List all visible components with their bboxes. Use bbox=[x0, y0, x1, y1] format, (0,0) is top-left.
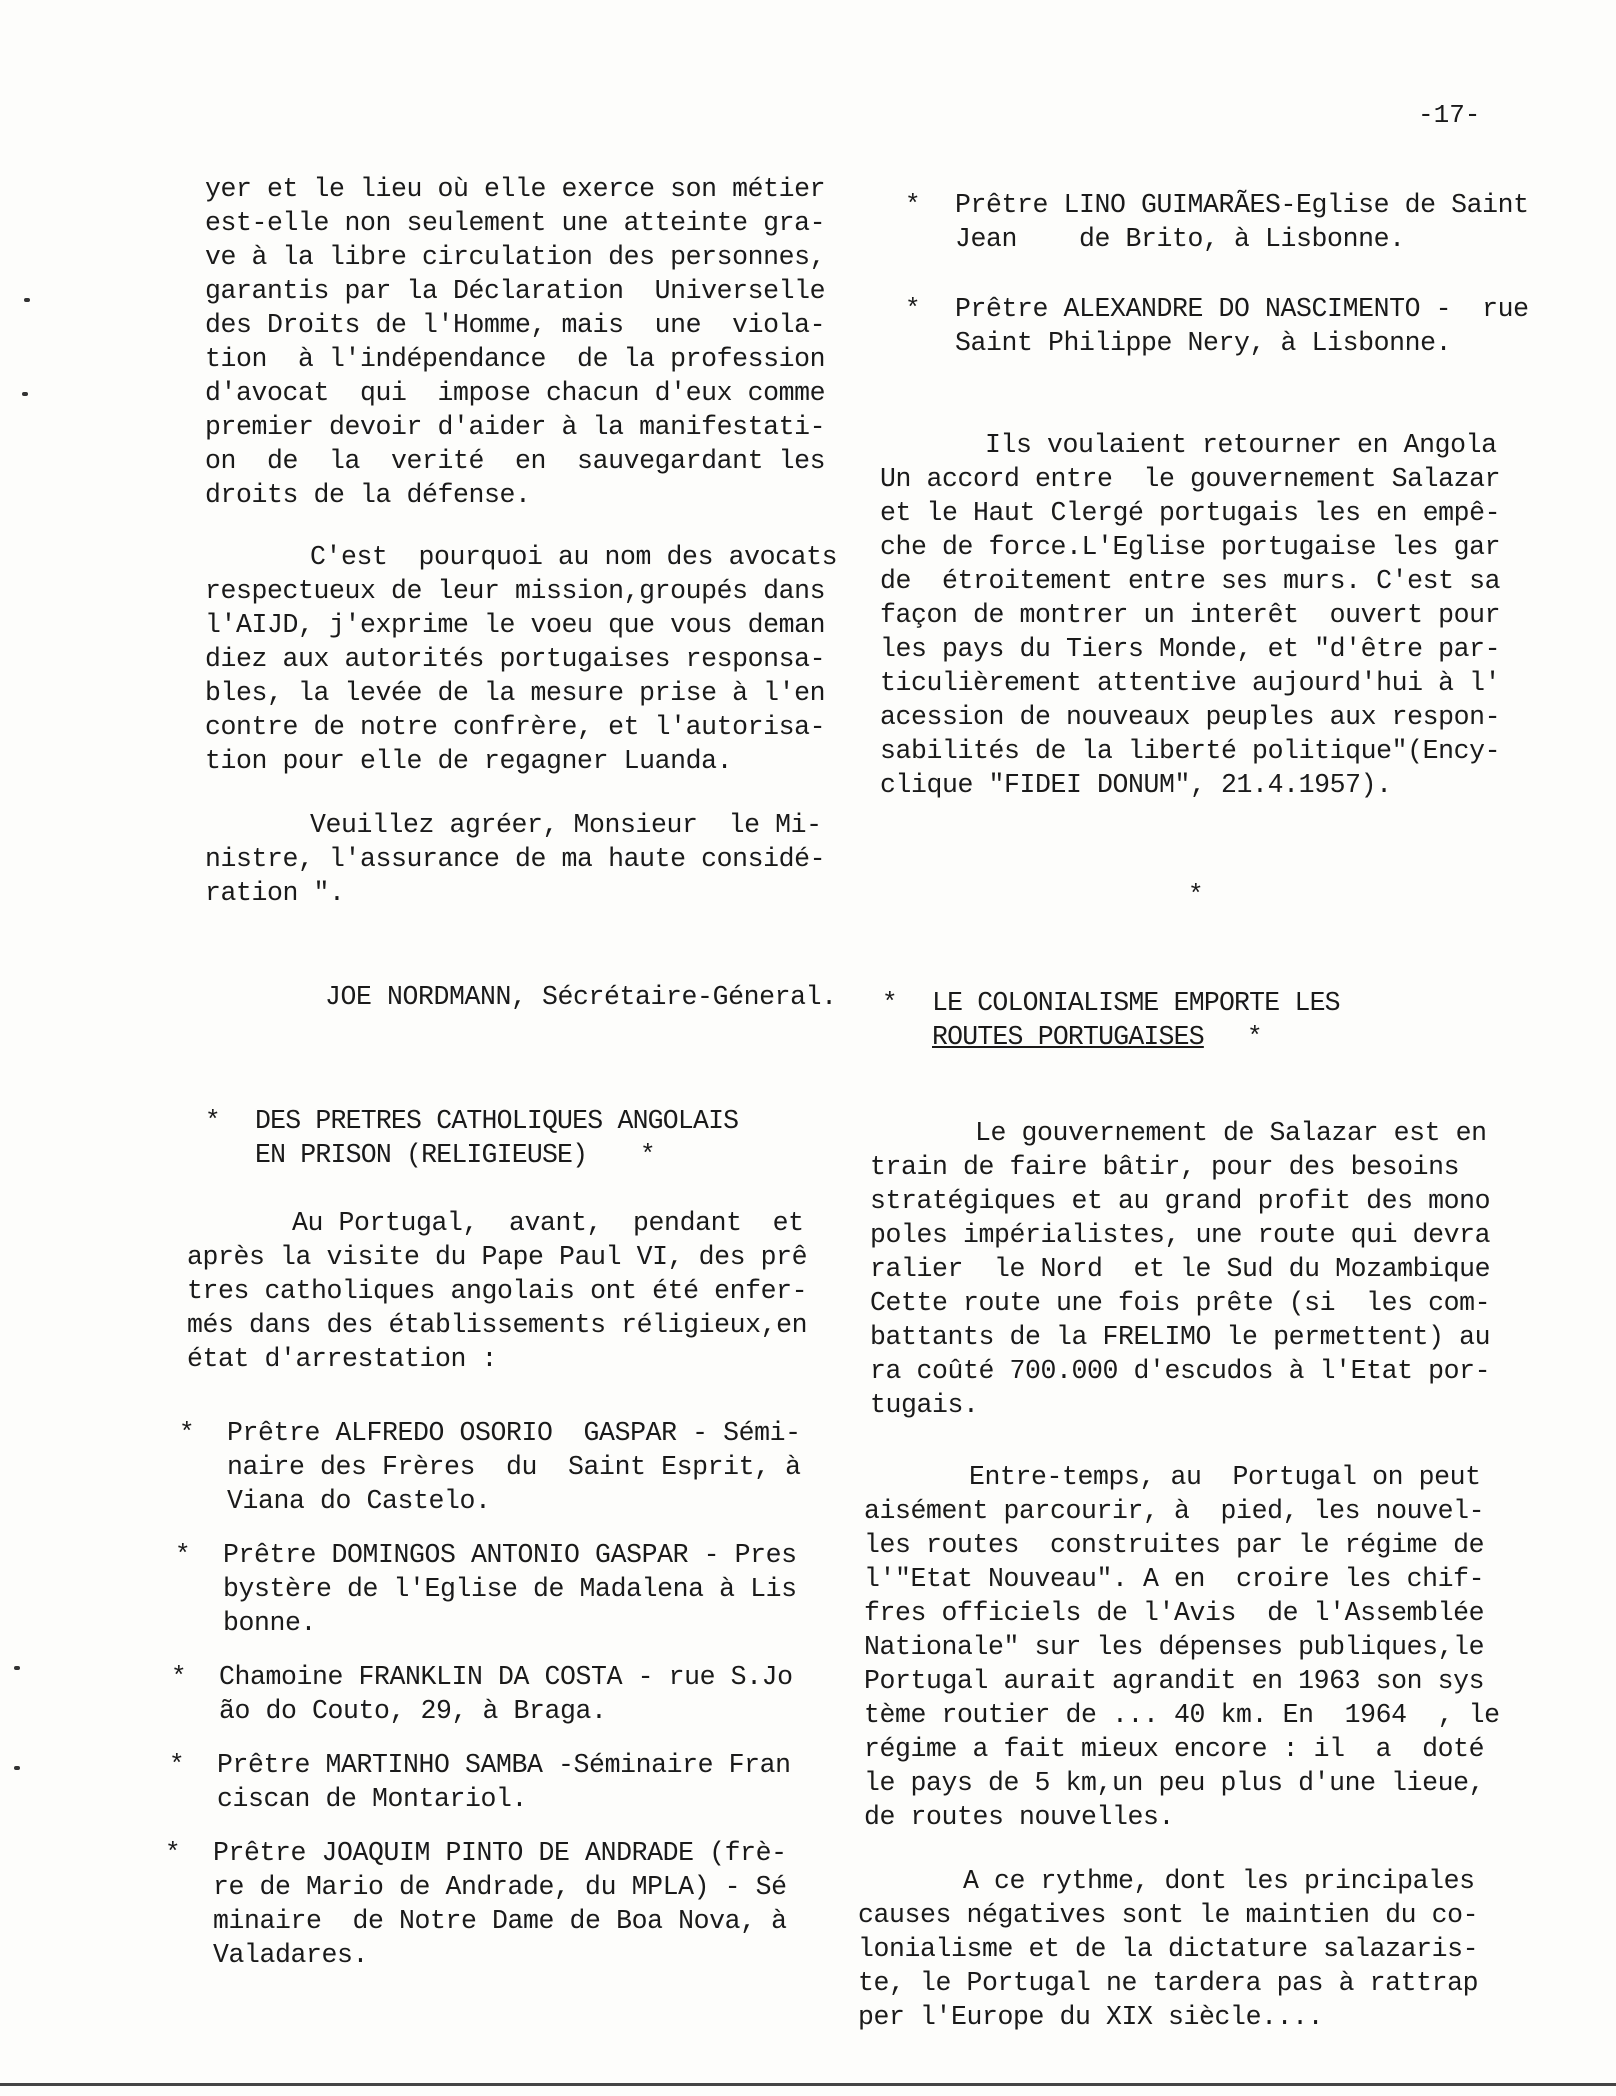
text-line: clique "FIDEI DONUM", 21.4.1957). bbox=[880, 770, 1392, 800]
text-line: Jean de Brito, à Lisbonne. bbox=[955, 224, 1405, 254]
bullet-star: * bbox=[905, 294, 921, 324]
priest-list-item bbox=[905, 292, 1529, 360]
text-line: sabilités de la liberté politique"(Ency- bbox=[880, 736, 1501, 766]
text-line: Veuillez agréer, Monsieur le Mi- bbox=[310, 810, 822, 840]
bullet-star: * bbox=[169, 1750, 185, 1780]
text-line: bles, la levée de la mesure prise à l'en bbox=[205, 678, 826, 708]
bullet-star: * bbox=[905, 190, 921, 220]
return-paragraph bbox=[880, 428, 1500, 802]
text-line: Prêtre MARTINHO SAMBA -Séminaire Fran bbox=[217, 1750, 791, 1780]
bullet-star: * bbox=[179, 1418, 195, 1448]
text-line: de routes nouvelles. bbox=[864, 1802, 1175, 1832]
text-line: ão do Couto, 29, à Braga. bbox=[219, 1696, 607, 1726]
text-line: poles impérialistes, une route qui devra bbox=[870, 1220, 1491, 1250]
text-line: Nationale" sur les dépenses publiques,le bbox=[864, 1632, 1485, 1662]
text-line: Chamoine FRANKLIN DA COSTA - rue S.Jo bbox=[219, 1662, 793, 1692]
text-line: battants de la FRELIMO le permettent) au bbox=[870, 1322, 1491, 1352]
bullet-star: * bbox=[171, 1662, 187, 1692]
text-line: Cette route une fois prête (si les com- bbox=[870, 1288, 1491, 1318]
text-line: ticulièrement attentive aujourd'hui à l' bbox=[880, 668, 1501, 698]
text-line: tème routier de ... 40 km. En 1964 , le bbox=[864, 1700, 1500, 1730]
text-line: façon de montrer un interêt ouvert pour bbox=[880, 600, 1501, 630]
section-title-line: DES PRETRES CATHOLIQUES ANGOLAIS bbox=[255, 1106, 739, 1136]
text-line: de étroitement entre ses murs. C'est sa bbox=[880, 566, 1501, 596]
priest-list-item bbox=[175, 1538, 797, 1640]
text-line: lonialisme et de la dictature salazaris- bbox=[858, 1934, 1479, 1964]
text-line: Un accord entre le gouvernement Salazar bbox=[880, 464, 1501, 494]
scan-mark bbox=[14, 1666, 20, 1670]
text-line: droits de la défense. bbox=[205, 480, 531, 510]
text-line: bonne. bbox=[223, 1608, 317, 1638]
bullet-star: * bbox=[205, 1106, 220, 1136]
text-line: A ce rythme, dont les principales bbox=[963, 1866, 1475, 1896]
text-line: stratégiques et au grand profit des mono bbox=[870, 1186, 1491, 1216]
text-line: naire des Frères du Saint Esprit, à bbox=[227, 1452, 801, 1482]
priest-list-item bbox=[179, 1416, 801, 1518]
section-title-line: LE COLONIALISME EMPORTE LES bbox=[932, 988, 1340, 1018]
text-line: contre de notre confrère, et l'autorisa- bbox=[205, 712, 826, 742]
bullet-star: * bbox=[640, 1140, 655, 1170]
text-line: ciscan de Montariol. bbox=[217, 1784, 528, 1814]
text-line: tion pour elle de regagner Luanda. bbox=[205, 746, 733, 776]
text-line: et le Haut Clergé portugais les en empê- bbox=[880, 498, 1501, 528]
text-line: Entre-temps, au Portugal on peut bbox=[969, 1462, 1481, 1492]
scan-mark bbox=[22, 392, 28, 396]
text-line: bystère de l'Eglise de Madalena à Lis bbox=[223, 1574, 797, 1604]
page-number: -17- bbox=[1418, 100, 1481, 130]
text-line: respectueux de leur mission,groupés dans bbox=[205, 576, 826, 606]
letter-ending-paragraph bbox=[205, 172, 825, 512]
priest-list-item bbox=[905, 188, 1529, 256]
text-line: ration ". bbox=[205, 878, 345, 908]
text-line: diez aux autorités portugaises responsa- bbox=[205, 644, 826, 674]
text-line: garantis par la Déclaration Universelle bbox=[205, 276, 826, 306]
roads-paragraph-2 bbox=[864, 1460, 1500, 1834]
section-title-line: EN PRISON (RELIGIEUSE) bbox=[255, 1140, 588, 1170]
roads-paragraph-3 bbox=[858, 1864, 1478, 2034]
text-line: Le gouvernement de Salazar est en bbox=[975, 1118, 1487, 1148]
text-line: ralier le Nord et le Sud du Mozambique bbox=[870, 1254, 1491, 1284]
text-line: Prêtre JOAQUIM PINTO DE ANDRADE (frè- bbox=[213, 1838, 787, 1868]
text-line: re de Mario de Andrade, du MPLA) - Sé bbox=[213, 1872, 787, 1902]
text-line: aisément parcourir, à pied, les nouvel- bbox=[864, 1496, 1485, 1526]
text-line: te, le Portugal ne tardera pas à rattrap bbox=[858, 1968, 1479, 1998]
page-edge bbox=[0, 2083, 1616, 2086]
text-line: Ils voulaient retourner en Angola bbox=[985, 430, 1497, 460]
section-title-priests bbox=[205, 1104, 739, 1172]
text-line: les routes construites par le régime de bbox=[864, 1530, 1485, 1560]
text-line: yer et le lieu où elle exerce son métier bbox=[205, 174, 826, 204]
text-line: le pays de 5 km,un peu plus d'une lieue, bbox=[864, 1768, 1485, 1798]
text-line: che de force.L'Eglise portugaise les gar bbox=[880, 532, 1501, 562]
request-paragraph bbox=[205, 540, 837, 778]
section-title-line: ROUTES PORTUGAISES bbox=[932, 1022, 1204, 1052]
text-line: train de faire bâtir, pour des besoins bbox=[870, 1152, 1460, 1182]
intro-paragraph bbox=[187, 1206, 807, 1376]
text-line: Prêtre ALFREDO OSORIO GASPAR - Sémi- bbox=[227, 1418, 801, 1448]
text-line: acession de nouveaux peuples aux respon- bbox=[880, 702, 1501, 732]
bullet-star: * bbox=[175, 1540, 191, 1570]
scan-mark bbox=[24, 298, 30, 302]
text-line: l'AIJD, j'exprime le voeu que vous deman bbox=[205, 610, 826, 640]
text-line: minaire de Notre Dame de Boa Nova, à bbox=[213, 1906, 787, 1936]
text-line: les pays du Tiers Monde, et "d'être par- bbox=[880, 634, 1501, 664]
text-line: nistre, l'assurance de ma haute considé- bbox=[205, 844, 826, 874]
text-line: per l'Europe du XIX siècle.... bbox=[858, 2002, 1324, 2032]
text-line: d'avocat qui impose chacun d'eux comme bbox=[205, 378, 826, 408]
text-line: Portugal aurait agrandit en 1963 son sys bbox=[864, 1666, 1485, 1696]
bullet-star: * bbox=[1247, 1022, 1262, 1052]
bullet-star: * bbox=[165, 1838, 181, 1868]
separator-star: * bbox=[1188, 880, 1204, 910]
scan-mark bbox=[14, 1766, 20, 1770]
signature bbox=[325, 980, 837, 1014]
priest-list-item bbox=[169, 1748, 791, 1816]
text-line: tres catholiques angolais ont été enfer- bbox=[187, 1276, 808, 1306]
text-line: on de la verité en sauvegardant les bbox=[205, 446, 826, 476]
text-line: Prêtre ALEXANDRE DO NASCIMENTO - rue bbox=[955, 294, 1529, 324]
text-line: premier devoir d'aider à la manifestati- bbox=[205, 412, 826, 442]
section-title-roads bbox=[882, 986, 1340, 1054]
text-line: Prêtre LINO GUIMARÃES-Eglise de Saint bbox=[955, 190, 1529, 220]
text-line: Viana do Castelo. bbox=[227, 1486, 491, 1516]
text-line: C'est pourquoi au nom des avocats bbox=[310, 542, 838, 572]
text-line: régime a fait mieux encore : il a doté bbox=[864, 1734, 1485, 1764]
text-line: més dans des établissements réligieux,en bbox=[187, 1310, 808, 1340]
text-line: état d'arrestation : bbox=[187, 1344, 498, 1374]
text-line: Au Portugal, avant, pendant et bbox=[292, 1208, 804, 1238]
text-line: après la visite du Pape Paul VI, des prê bbox=[187, 1242, 808, 1272]
text-line: Saint Philippe Nery, à Lisbonne. bbox=[955, 328, 1452, 358]
text-line: ra coûté 700.000 d'escudos à l'Etat por- bbox=[870, 1356, 1491, 1386]
text-line: fres officiels de l'Avis de l'Assemblée bbox=[864, 1598, 1485, 1628]
text-line: l'"Etat Nouveau". A en croire les chif- bbox=[864, 1564, 1485, 1594]
text-line: est-elle non seulement une atteinte gra- bbox=[205, 208, 826, 238]
text-line: Prêtre DOMINGOS ANTONIO GASPAR - Pres bbox=[223, 1540, 797, 1570]
roads-paragraph-1 bbox=[870, 1116, 1490, 1422]
text-line: des Droits de l'Homme, mais une viola- bbox=[205, 310, 826, 340]
priest-list-item bbox=[171, 1660, 793, 1728]
priest-list-item bbox=[165, 1836, 787, 1972]
closing-paragraph bbox=[205, 808, 825, 910]
text-line: tion à l'indépendance de la profession bbox=[205, 344, 826, 374]
bullet-star: * bbox=[882, 988, 897, 1018]
signature-text: JOE NORDMANN, Sécrétaire-Géneral. bbox=[325, 982, 837, 1012]
text-line: Valadares. bbox=[213, 1940, 369, 1970]
text-line: tugais. bbox=[870, 1390, 979, 1420]
text-line: ve à la libre circulation des personnes, bbox=[205, 242, 826, 272]
text-line: causes négatives sont le maintien du co- bbox=[858, 1900, 1479, 1930]
